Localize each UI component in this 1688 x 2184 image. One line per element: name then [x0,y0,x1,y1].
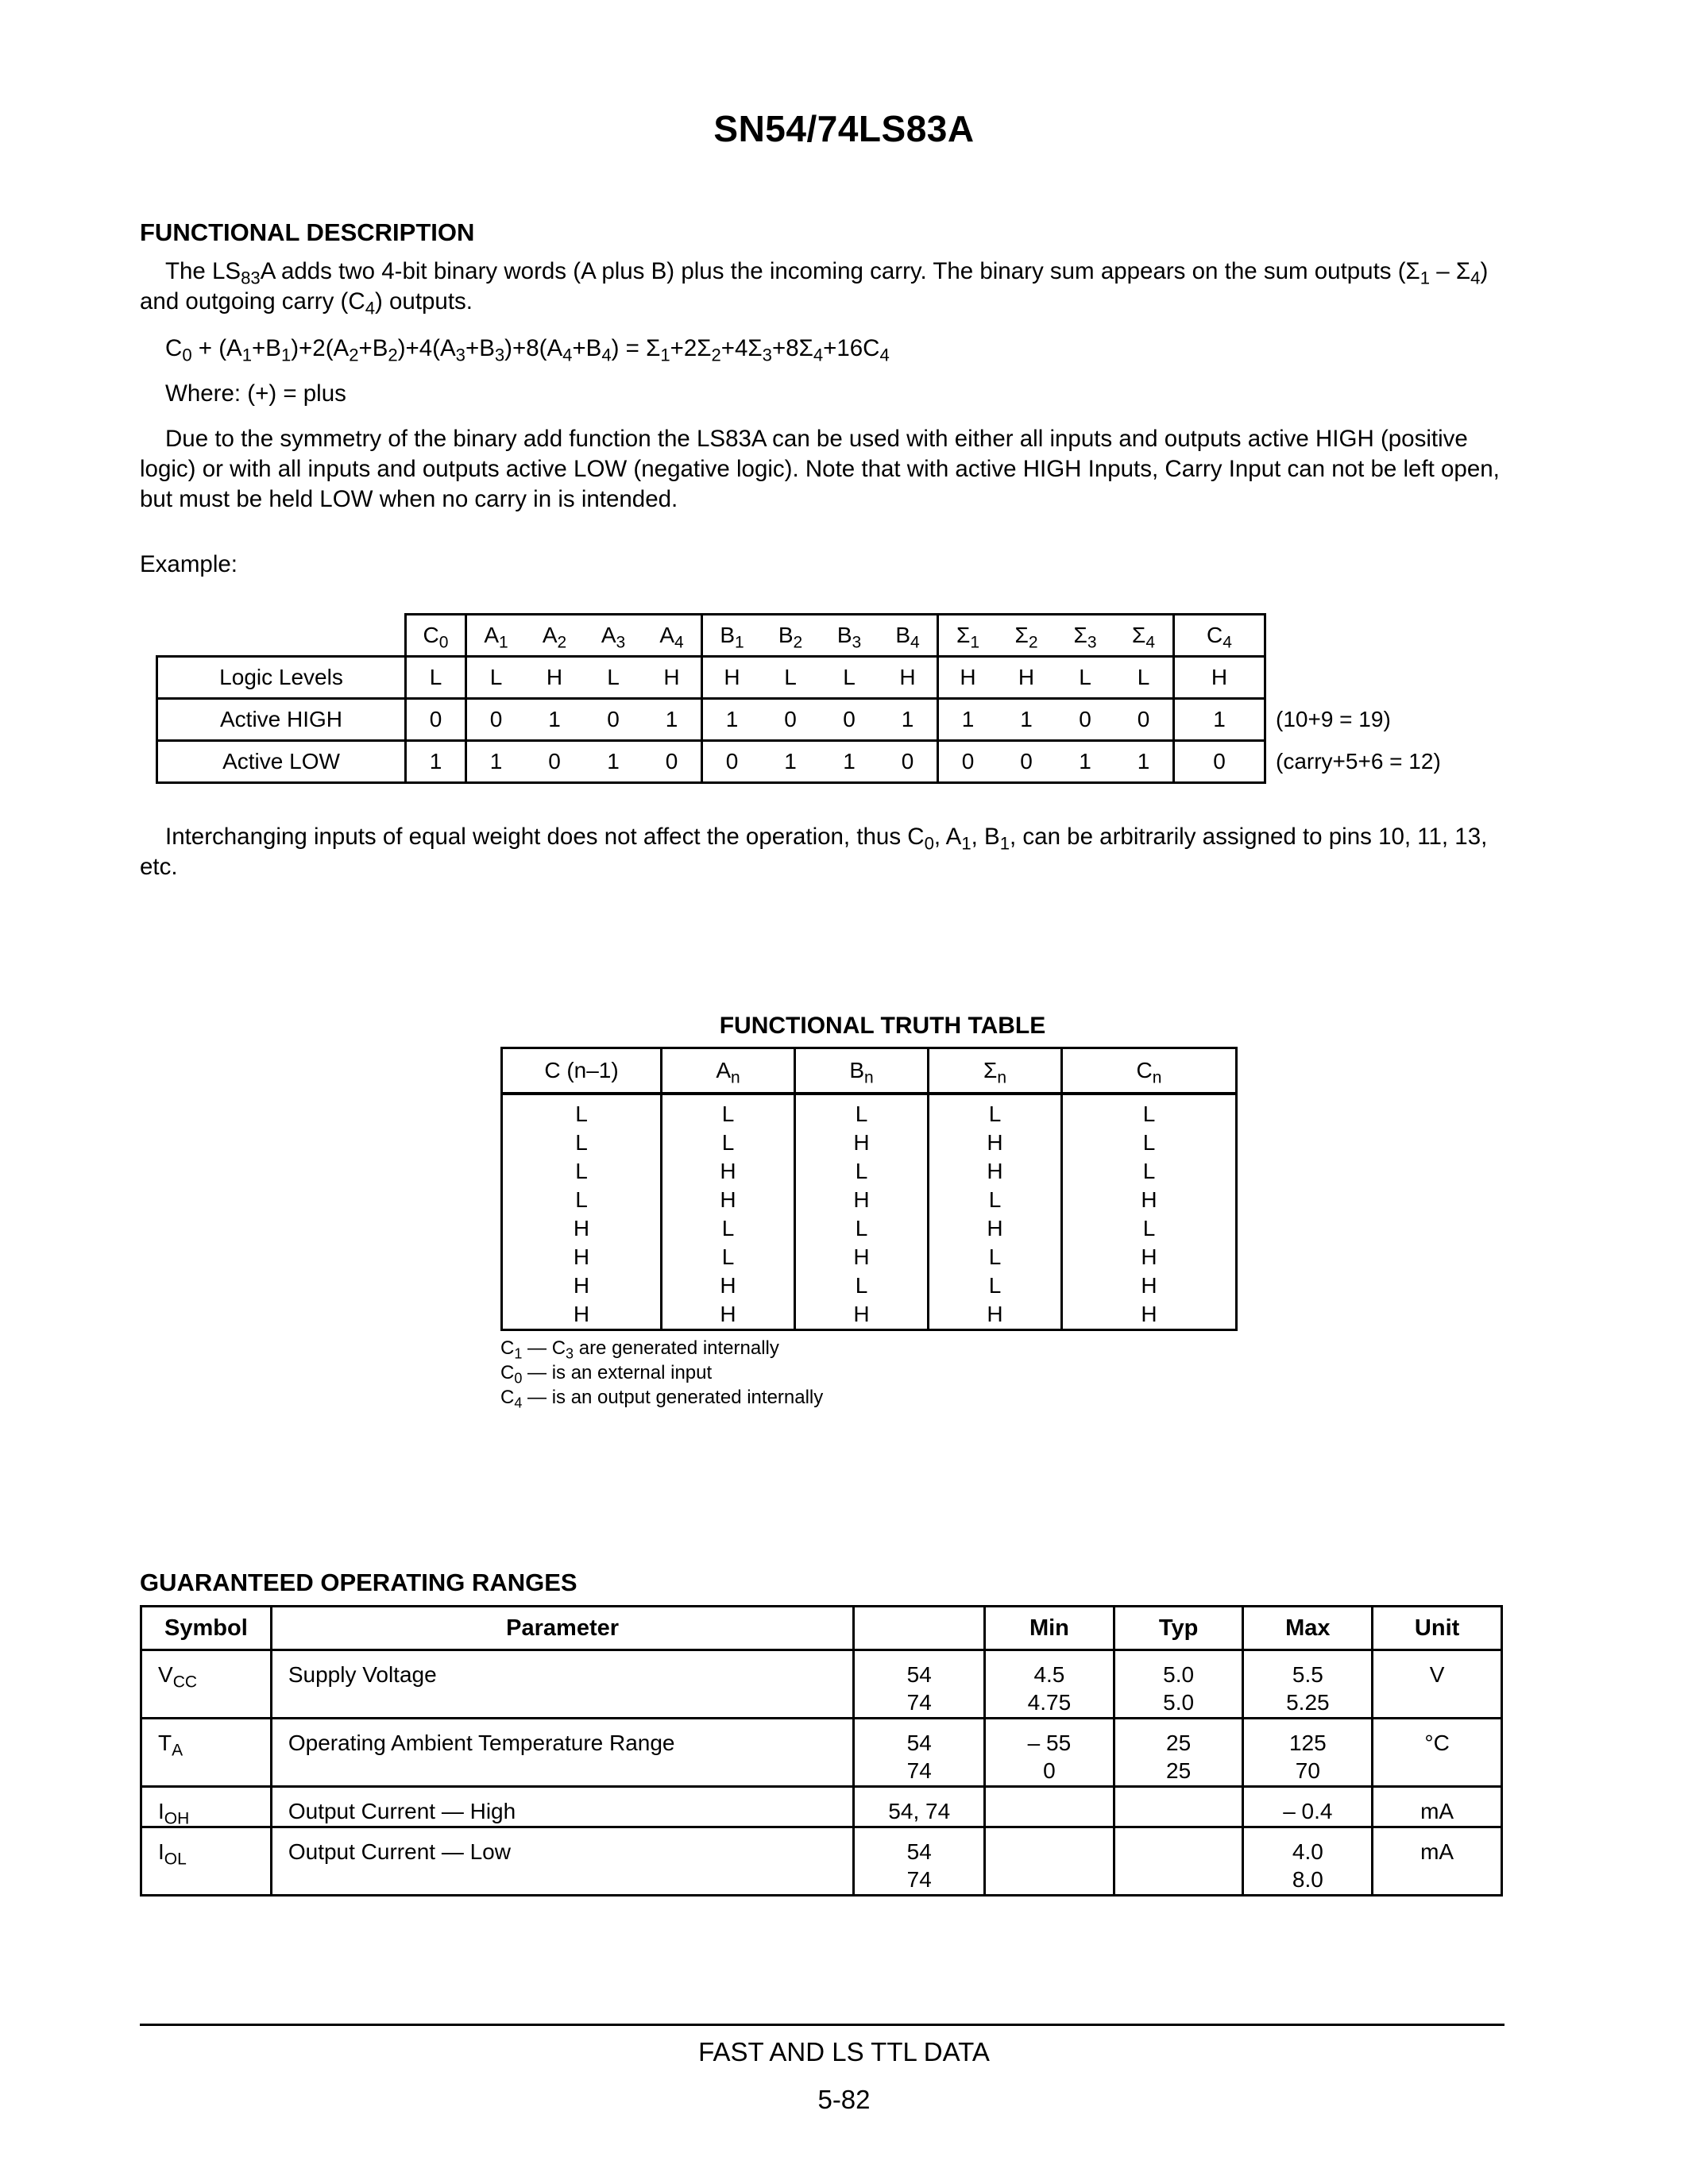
example-cell: 1 [1174,699,1265,741]
truth-table-cell: L [795,1271,929,1300]
truth-table-cell: H [929,1214,1062,1243]
symbol-cell: $I_{OL}$ [141,1827,272,1896]
operating-ranges-header: Parameter [271,1607,854,1650]
example-row-note: (carry+5+6 = 12) [1276,749,1441,774]
example-cell: L [584,657,643,699]
example-cell: 1 [1056,741,1114,783]
example-cell: 1 [702,699,762,741]
example-row-label: Active HIGH [157,699,406,741]
truth-table-row [502,1214,1237,1243]
truth-table-cell: L [1142,1216,1156,1241]
example-row-note [1265,657,1468,699]
example-row [157,741,1468,783]
operating-ranges-row [141,1787,1502,1827]
truth-table-note: $C_0$ — is an external input [500,1362,713,1387]
example-cell: 0 [1114,699,1174,741]
truth-table-cell: H [929,1129,1062,1157]
truth-table-cell: L [929,1094,1062,1129]
typ-cell: 25 25 [1114,1719,1243,1787]
truth-table-cell: L [502,1157,662,1186]
truth-table-cell: H [795,1243,929,1271]
truth-table-cell: H [1141,1244,1157,1269]
example-cell: 1 [820,741,879,783]
operating-ranges-row [141,1719,1502,1787]
truth-table-cell: L [929,1243,1062,1271]
typ-cell: 5.0 5.0 [1114,1650,1243,1719]
truth-table-cell: H [662,1157,795,1186]
where-note: Where: (+) = plus [165,380,346,407]
truth-table-cell: H [662,1186,795,1214]
example-cell: 0 [879,741,938,783]
example-header-cell: $\Sigma_2$ [997,615,1056,657]
truth-table-cell: H [502,1271,662,1300]
truth-table-header: $B_n$ [795,1048,929,1094]
example-cell: 1 [997,699,1056,741]
truth-table-row [502,1243,1237,1271]
symbol-cell: $I_{OH}$ [141,1787,272,1827]
equation: $C_0 + (A_1+B_1)+2(A_2+B_2)+4(A_3+B_3)+8(A_4+B_4) = \Sigma_1+2\Sigma_2+4\Sigma_3+8\Sigma_4+16C_4$ [165,335,890,365]
truth-table-cell: L [502,1094,662,1129]
unit-cell: mA [1373,1827,1502,1896]
example-cell: 1 [879,699,938,741]
example-cell: H [938,657,998,699]
operating-ranges-header [854,1607,985,1650]
truth-table-row [502,1300,1237,1330]
truth-table-header: $\Sigma_n$ [929,1048,1062,1094]
symbol-cell: $V_{CC}$ [141,1650,272,1719]
parameter-cell: Output Current — Low [271,1827,854,1896]
example-header-cell: $B_4$ [879,615,938,657]
example-header-cell: $A_1$ [466,615,526,657]
parameter-cell: Operating Ambient Temperature Range [271,1719,854,1787]
example-cell: L [820,657,879,699]
example-cell: L [1114,657,1174,699]
truth-table [500,1047,1238,1331]
example-row [157,657,1468,699]
max-cell: 4.0 8.0 [1243,1827,1373,1896]
example-header-cell: $\Sigma_1$ [938,615,998,657]
example-cell: 1 [1114,741,1174,783]
example-cell: 1 [761,741,820,783]
truth-table-cell: H [1141,1273,1157,1298]
grade-cell: 54 74 [854,1827,985,1896]
truth-table-cell: L [795,1094,929,1129]
example-cell: 1 [525,699,584,741]
example-header-cell: $\Sigma_3$ [1056,615,1114,657]
example-row [157,699,1468,741]
example-cell: H [1174,657,1265,699]
max-cell: 5.5 5.25 [1243,1650,1373,1719]
operating-ranges-header: Symbol [141,1607,272,1650]
grade-cell: 54 74 [854,1719,985,1787]
example-header-cell: $C_0$ [406,615,466,657]
example-cell: 1 [938,699,998,741]
truth-table-notes [500,1336,823,1410]
example-cell: 0 [1174,741,1265,783]
example-cell: L [761,657,820,699]
example-header-cell: $B_3$ [820,615,879,657]
parameter-cell: Output Current — High [271,1787,854,1827]
example-cell: 0 [643,741,702,783]
truth-table-row [502,1129,1237,1157]
truth-table-cell: L [502,1129,662,1157]
operating-ranges-header: Max [1243,1607,1373,1650]
example-header-cell: $B_2$ [761,615,820,657]
truth-table-row [502,1157,1237,1186]
symbol-cell: $T_A$ [141,1719,272,1787]
truth-table-cell: H [1141,1302,1157,1326]
example-cell: 0 [761,699,820,741]
example-cell: 0 [406,699,466,741]
example-cell: H [997,657,1056,699]
example-cell: L [406,657,466,699]
truth-table-header: C (n–1) [502,1048,662,1094]
truth-table-cell: L [1142,1130,1156,1155]
para-symmetry: Due to the symmetry of the binary add function the LS83A can be used with either all inputs and outputs active HIGH (positive logic) or with all inputs and outputs active LOW (negative logic). Note that with active HIGH Inputs, Carry Input can not be left open, but must be held LOW when no carry in is intended. [140,426,1500,512]
operating-ranges-heading: GUARANTEED OPERATING RANGES [140,1569,577,1596]
example-cell: 1 [584,741,643,783]
para-intro: The $LS_{83}A$ adds two 4-bit binary words (A plus B) plus the incoming carry. The binary sum appears on the sum outputs $(\Sigma_1 - \Sigma_4)$ and outgoing carry $(C_4)$ outputs. [140,258,1489,318]
truth-table-cell: H [795,1129,929,1157]
example-cell: 0 [938,741,998,783]
truth-table-cell: L [795,1157,929,1186]
truth-table-cell: L [662,1214,795,1243]
truth-table-title: FUNCTIONAL TRUTH TABLE [719,1013,1046,1039]
truth-table-cell: H [1141,1187,1157,1212]
example-cell: H [702,657,762,699]
example-cell: L [1056,657,1114,699]
min-cell [985,1787,1114,1827]
example-header-cell: $A_3$ [584,615,643,657]
truth-table-header: $A_n$ [662,1048,795,1094]
truth-table-cell: H [929,1300,1062,1330]
truth-table-cell: L [1142,1159,1156,1183]
truth-table-cell: L [662,1243,795,1271]
operating-ranges-header: Typ [1114,1607,1243,1650]
truth-table-cell: L [662,1129,795,1157]
truth-table-row [502,1094,1237,1129]
grade-cell: 54, 74 [854,1787,985,1827]
operating-ranges-table [140,1605,1503,1897]
example-cell: 0 [997,741,1056,783]
min-cell [985,1827,1114,1896]
truth-table-cell: L [929,1271,1062,1300]
truth-table-cell: L [662,1094,795,1129]
example-cell: H [643,657,702,699]
truth-table-cell: H [502,1214,662,1243]
functional-description-heading: FUNCTIONAL DESCRIPTION [140,218,475,246]
example-cell: 0 [584,699,643,741]
page-title: SN54/74LS83A [713,108,975,149]
example-header-cell: $A_4$ [643,615,702,657]
max-cell: 125 70 [1243,1719,1373,1787]
operating-ranges-header: Unit [1373,1607,1502,1650]
footer-text: FAST AND LS TTL DATA [698,2037,990,2066]
truth-table-cell: L [795,1214,929,1243]
unit-cell: mA [1373,1787,1502,1827]
example-cell: 0 [820,699,879,741]
truth-table-cell: H [502,1300,662,1330]
example-header-cell: $B_1$ [702,615,762,657]
max-cell: – 0.4 [1243,1787,1373,1827]
min-cell: 4.5 4.75 [985,1650,1114,1719]
example-header-cell: $\Sigma_4$ [1114,615,1174,657]
example-cell: 0 [466,699,526,741]
truth-table-note: $C_1$ — $C_3$ are generated internally [500,1337,779,1362]
example-cell: L [466,657,526,699]
operating-ranges-row [141,1650,1502,1719]
example-row-label: Logic Levels [157,657,406,699]
truth-table-cell: L [929,1186,1062,1214]
example-label: Example: [140,551,238,577]
truth-table-cell: H [929,1157,1062,1186]
example-table [156,613,1469,784]
truth-table-cell: L [502,1186,662,1214]
truth-table-cell: H [662,1300,795,1330]
example-cell: H [525,657,584,699]
example-cell: 0 [525,741,584,783]
truth-table-cell: H [795,1186,929,1214]
truth-table-note: $C_4$ — is an output generated internally [500,1387,824,1411]
example-cell: 0 [702,741,762,783]
truth-table-row [502,1186,1237,1214]
truth-table-header: $C_n$ [1062,1048,1237,1094]
example-cell: 1 [643,699,702,741]
parameter-cell: Supply Voltage [271,1650,854,1719]
example-cell: 0 [1056,699,1114,741]
truth-table-cell: H [795,1300,929,1330]
truth-table-cell: H [502,1243,662,1271]
example-header-cell: $C_4$ [1174,615,1265,657]
unit-cell: V [1373,1650,1502,1719]
min-cell: – 55 0 [985,1719,1114,1787]
truth-table-row [502,1271,1237,1300]
example-row-note: (10+9 = 19) [1276,707,1391,731]
example-cell: 1 [466,741,526,783]
footer-rule [140,2024,1505,2026]
truth-table-cell: L [1142,1102,1156,1126]
grade-cell: 54 74 [854,1650,985,1719]
example-cell: 1 [406,741,466,783]
para-interchange: Interchanging inputs of equal weight does not affect the operation, thus $C_0$, $A_1$, $B_1$, can be arbitrarily assigned to pins 10, 11, 13, etc. [140,824,1488,880]
typ-cell [1114,1827,1243,1896]
example-header-cell: $A_2$ [525,615,584,657]
truth-table-cell: H [662,1271,795,1300]
unit-cell: °C [1373,1719,1502,1787]
operating-ranges-header: Min [985,1607,1114,1650]
operating-ranges-row [141,1827,1502,1896]
page-number: 5-82 [817,2085,871,2114]
typ-cell [1114,1787,1243,1827]
example-cell: H [879,657,938,699]
example-row-label: Active LOW [157,741,406,783]
